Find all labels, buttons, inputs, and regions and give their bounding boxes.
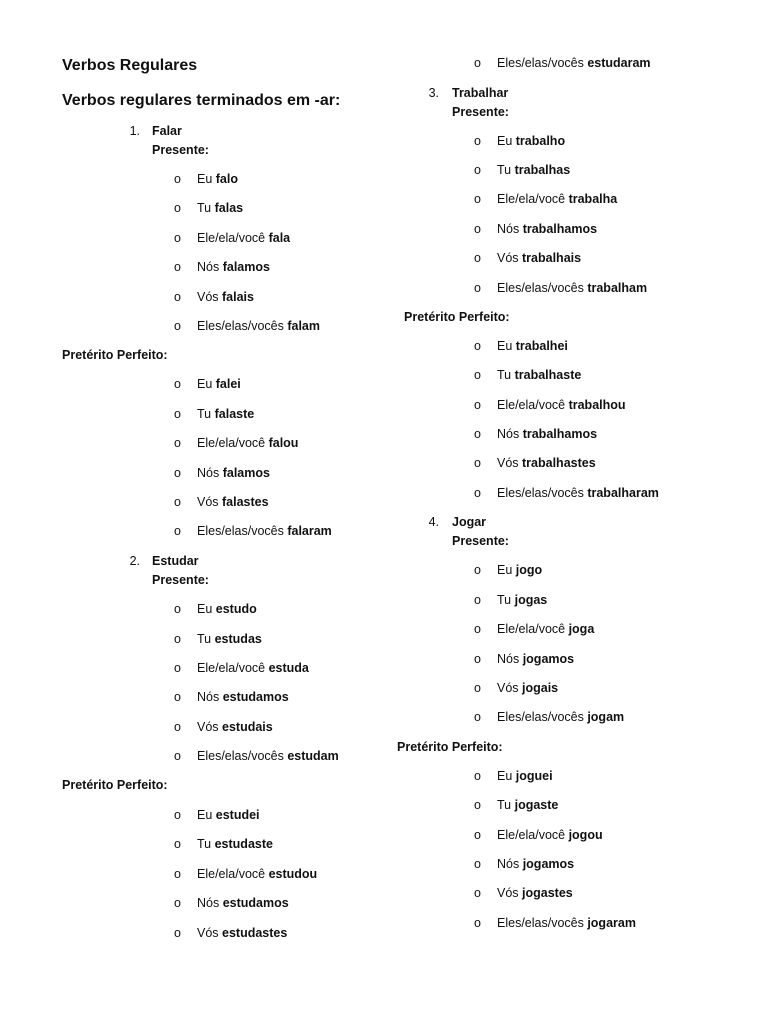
verb-form: trabalhas bbox=[514, 163, 571, 177]
pronoun: Eles/elas/vocês bbox=[497, 916, 588, 930]
pronoun: Tu bbox=[497, 798, 515, 812]
bullet-marker: o bbox=[174, 808, 181, 822]
verb-form: falaste bbox=[214, 407, 255, 421]
pronoun: Eu bbox=[197, 172, 216, 186]
verb-form: estudei bbox=[215, 808, 260, 822]
verb-form: estudamos bbox=[222, 896, 289, 910]
verb-form: estudais bbox=[222, 720, 273, 734]
pronoun: Eles/elas/vocês bbox=[497, 710, 588, 724]
bullet-marker: o bbox=[474, 652, 481, 666]
bullet-marker: o bbox=[474, 456, 481, 470]
conjugation-item bbox=[497, 222, 597, 236]
bullet-marker: o bbox=[174, 896, 181, 910]
conjugation-item bbox=[497, 593, 547, 607]
pronoun: Nós bbox=[197, 896, 223, 910]
page-title: Verbos Regulares bbox=[62, 57, 198, 74]
pronoun: Vós bbox=[197, 720, 223, 734]
conjugation-item bbox=[497, 652, 574, 666]
list-number: 1. bbox=[129, 124, 140, 138]
bullet-marker: o bbox=[174, 319, 181, 333]
bullet-marker: o bbox=[474, 857, 481, 871]
bullet-marker: o bbox=[174, 632, 181, 646]
pronoun: Vós bbox=[197, 495, 223, 509]
conjugation-item bbox=[497, 886, 573, 900]
bullet-marker: o bbox=[174, 661, 181, 675]
conjugation-item bbox=[197, 201, 243, 215]
conjugation-item bbox=[197, 319, 320, 333]
verb-form: joga bbox=[568, 622, 595, 636]
bullet-marker: o bbox=[474, 163, 481, 177]
conjugation-item bbox=[197, 290, 254, 304]
verb-form: estudou bbox=[268, 867, 318, 881]
bullet-marker: o bbox=[174, 720, 181, 734]
verb-form: falais bbox=[222, 290, 254, 304]
pronoun: Eu bbox=[197, 377, 216, 391]
conjugation-item bbox=[497, 281, 647, 295]
verb-form: jogamos bbox=[522, 652, 575, 666]
pronoun: Tu bbox=[197, 837, 215, 851]
pronoun: Ele/ela/você bbox=[197, 661, 269, 675]
list-number: 2. bbox=[129, 554, 140, 568]
conjugation-item bbox=[497, 798, 558, 812]
bullet-marker: o bbox=[174, 466, 181, 480]
bullet-marker: o bbox=[174, 867, 181, 881]
verb-form: trabalharam bbox=[587, 486, 659, 500]
pronoun: Ele/ela/você bbox=[197, 867, 269, 881]
pronoun: Ele/ela/você bbox=[497, 828, 569, 842]
conjugation-item bbox=[197, 260, 270, 274]
bullet-marker: o bbox=[474, 486, 481, 500]
bullet-marker: o bbox=[174, 495, 181, 509]
verb-name: Trabalhar bbox=[452, 86, 509, 100]
verb-form: joguei bbox=[515, 769, 553, 783]
preterito-label: Pretérito Perfeito: bbox=[404, 310, 510, 324]
verb-form: estudas bbox=[214, 632, 262, 646]
bullet-marker: o bbox=[174, 524, 181, 538]
pronoun: Eles/elas/vocês bbox=[197, 524, 288, 538]
presente-label: Presente: bbox=[152, 573, 209, 587]
pronoun: Tu bbox=[197, 201, 215, 215]
pronoun: Vós bbox=[197, 926, 223, 940]
conjugation-item bbox=[197, 896, 289, 910]
conjugation-item bbox=[197, 926, 287, 940]
preterito-label: Pretérito Perfeito: bbox=[397, 740, 503, 754]
conjugation-item bbox=[197, 632, 262, 646]
bullet-marker: o bbox=[174, 690, 181, 704]
pronoun: Nós bbox=[197, 690, 223, 704]
bullet-marker: o bbox=[174, 837, 181, 851]
bullet-marker: o bbox=[474, 192, 481, 206]
bullet-marker: o bbox=[474, 56, 481, 70]
bullet-marker: o bbox=[474, 251, 481, 265]
bullet-marker: o bbox=[474, 281, 481, 295]
pronoun: Vós bbox=[497, 456, 523, 470]
list-number: 4. bbox=[428, 515, 439, 529]
pronoun: Tu bbox=[497, 368, 515, 382]
verb-form: trabalhamos bbox=[522, 427, 598, 441]
conjugation-item bbox=[197, 867, 317, 881]
conjugation-item bbox=[197, 690, 289, 704]
verb-form: falei bbox=[215, 377, 241, 391]
verb-form: estudamos bbox=[222, 690, 289, 704]
pronoun: Ele/ela/você bbox=[497, 398, 569, 412]
conjugation-item bbox=[197, 231, 290, 245]
bullet-marker: o bbox=[474, 798, 481, 812]
bullet-marker: o bbox=[474, 769, 481, 783]
pronoun: Nós bbox=[497, 222, 523, 236]
presente-label: Presente: bbox=[452, 105, 509, 119]
pronoun: Eles/elas/vocês bbox=[497, 56, 588, 70]
presente-label: Presente: bbox=[152, 143, 209, 157]
verb-form: jogais bbox=[522, 681, 559, 695]
conjugation-item bbox=[497, 828, 603, 842]
verb-form: trabalho bbox=[515, 134, 566, 148]
verb-form: falastes bbox=[222, 495, 269, 509]
conjugation-item bbox=[497, 192, 617, 206]
conjugation-item bbox=[197, 720, 273, 734]
verb-form: jogou bbox=[568, 828, 603, 842]
bullet-marker: o bbox=[174, 231, 181, 245]
bullet-marker: o bbox=[474, 622, 481, 636]
pronoun: Tu bbox=[497, 163, 515, 177]
conjugation-item bbox=[497, 163, 570, 177]
conjugation-item bbox=[197, 661, 309, 675]
pronoun: Vós bbox=[497, 251, 523, 265]
bullet-marker: o bbox=[174, 201, 181, 215]
preterito-label: Pretérito Perfeito: bbox=[62, 778, 168, 792]
conjugation-item bbox=[197, 466, 270, 480]
bullet-marker: o bbox=[174, 407, 181, 421]
pronoun: Eu bbox=[197, 602, 216, 616]
pronoun: Nós bbox=[197, 260, 223, 274]
pronoun: Vós bbox=[197, 290, 223, 304]
conjugation-item bbox=[497, 368, 581, 382]
verb-name: Jogar bbox=[452, 515, 487, 529]
verb-form: falam bbox=[287, 319, 320, 333]
pronoun: Nós bbox=[197, 466, 223, 480]
pronoun: Tu bbox=[197, 407, 215, 421]
verb-form: jogaram bbox=[587, 916, 636, 930]
conjugation-item bbox=[497, 563, 542, 577]
bullet-marker: o bbox=[474, 710, 481, 724]
pronoun: Nós bbox=[497, 427, 523, 441]
conjugation-item bbox=[497, 916, 636, 930]
pronoun: Tu bbox=[197, 632, 215, 646]
page-subtitle: Verbos regulares terminados em -ar: bbox=[62, 92, 341, 109]
bullet-marker: o bbox=[474, 886, 481, 900]
bullet-marker: o bbox=[474, 339, 481, 353]
verb-form: estudaste bbox=[214, 837, 273, 851]
pronoun: Ele/ela/você bbox=[497, 622, 569, 636]
verb-form: jogam bbox=[587, 710, 625, 724]
bullet-marker: o bbox=[474, 916, 481, 930]
conjugation-item bbox=[197, 436, 298, 450]
bullet-marker: o bbox=[474, 427, 481, 441]
pronoun: Eles/elas/vocês bbox=[197, 749, 288, 763]
verb-form: trabalha bbox=[568, 192, 618, 206]
conjugation-item bbox=[497, 56, 651, 70]
conjugation-item bbox=[497, 456, 596, 470]
verb-form: fala bbox=[268, 231, 291, 245]
pronoun: Nós bbox=[497, 652, 523, 666]
bullet-marker: o bbox=[474, 563, 481, 577]
bullet-marker: o bbox=[174, 290, 181, 304]
bullet-marker: o bbox=[474, 134, 481, 148]
pronoun: Eu bbox=[497, 134, 516, 148]
pronoun: Ele/ela/você bbox=[197, 231, 269, 245]
verb-form: trabalhastes bbox=[522, 456, 596, 470]
bullet-marker: o bbox=[474, 828, 481, 842]
bullet-marker: o bbox=[174, 749, 181, 763]
verb-form: falamos bbox=[222, 466, 270, 480]
conjugation-item bbox=[197, 749, 339, 763]
verb-form: falou bbox=[268, 436, 299, 450]
verb-form: jogastes bbox=[522, 886, 573, 900]
bullet-marker: o bbox=[174, 436, 181, 450]
pronoun: Ele/ela/você bbox=[197, 436, 269, 450]
verb-name: Falar bbox=[152, 124, 182, 138]
conjugation-item bbox=[197, 407, 254, 421]
conjugation-item bbox=[497, 251, 581, 265]
conjugation-item bbox=[197, 602, 257, 616]
pronoun: Vós bbox=[497, 681, 523, 695]
list-number: 3. bbox=[428, 86, 439, 100]
bullet-marker: o bbox=[474, 593, 481, 607]
pronoun: Vós bbox=[497, 886, 523, 900]
pronoun: Eu bbox=[497, 563, 516, 577]
bullet-marker: o bbox=[474, 398, 481, 412]
conjugation-item bbox=[497, 769, 553, 783]
pronoun: Eu bbox=[197, 808, 216, 822]
conjugation-item bbox=[497, 622, 594, 636]
conjugation-item bbox=[497, 710, 624, 724]
pronoun: Eu bbox=[497, 769, 516, 783]
preterito-label: Pretérito Perfeito: bbox=[62, 348, 168, 362]
verb-form: estuda bbox=[268, 661, 309, 675]
pronoun: Nós bbox=[497, 857, 523, 871]
verb-form: falamos bbox=[222, 260, 270, 274]
conjugation-item bbox=[497, 134, 565, 148]
verb-form: trabalhais bbox=[522, 251, 582, 265]
verb-name: Estudar bbox=[152, 554, 199, 568]
bullet-marker: o bbox=[174, 172, 181, 186]
verb-form: falo bbox=[215, 172, 238, 186]
verb-form: trabalhou bbox=[568, 398, 626, 412]
bullet-marker: o bbox=[174, 377, 181, 391]
bullet-marker: o bbox=[174, 260, 181, 274]
pronoun: Ele/ela/você bbox=[497, 192, 569, 206]
pronoun: Eles/elas/vocês bbox=[497, 281, 588, 295]
verb-form: falaram bbox=[287, 524, 332, 538]
bullet-marker: o bbox=[474, 368, 481, 382]
bullet-marker: o bbox=[174, 602, 181, 616]
conjugation-item bbox=[497, 398, 626, 412]
verb-form: estudastes bbox=[222, 926, 288, 940]
verb-form: trabalhei bbox=[515, 339, 568, 353]
verb-form: estudam bbox=[287, 749, 339, 763]
presente-label: Presente: bbox=[452, 534, 509, 548]
pronoun: Tu bbox=[497, 593, 515, 607]
bullet-marker: o bbox=[174, 926, 181, 940]
bullet-marker: o bbox=[474, 681, 481, 695]
conjugation-item bbox=[197, 377, 241, 391]
conjugation-item bbox=[497, 681, 558, 695]
conjugation-item bbox=[497, 857, 574, 871]
verb-form: estudo bbox=[215, 602, 257, 616]
verb-form: trabalham bbox=[587, 281, 648, 295]
verb-form: estudaram bbox=[587, 56, 651, 70]
verb-form: jogo bbox=[515, 563, 543, 577]
pronoun: Eu bbox=[497, 339, 516, 353]
verb-form: trabalhaste bbox=[514, 368, 582, 382]
verb-form: falas bbox=[214, 201, 244, 215]
conjugation-item bbox=[497, 339, 568, 353]
conjugation-item bbox=[497, 427, 597, 441]
verb-form: jogas bbox=[514, 593, 548, 607]
verb-form: trabalhamos bbox=[522, 222, 598, 236]
conjugation-item bbox=[197, 524, 332, 538]
conjugation-item bbox=[497, 486, 659, 500]
verb-form: jogamos bbox=[522, 857, 575, 871]
pronoun: Eles/elas/vocês bbox=[497, 486, 588, 500]
verb-form: jogaste bbox=[514, 798, 559, 812]
conjugation-item bbox=[197, 808, 260, 822]
conjugation-item bbox=[197, 172, 238, 186]
bullet-marker: o bbox=[474, 222, 481, 236]
pronoun: Eles/elas/vocês bbox=[197, 319, 288, 333]
conjugation-item bbox=[197, 837, 273, 851]
conjugation-item bbox=[197, 495, 269, 509]
